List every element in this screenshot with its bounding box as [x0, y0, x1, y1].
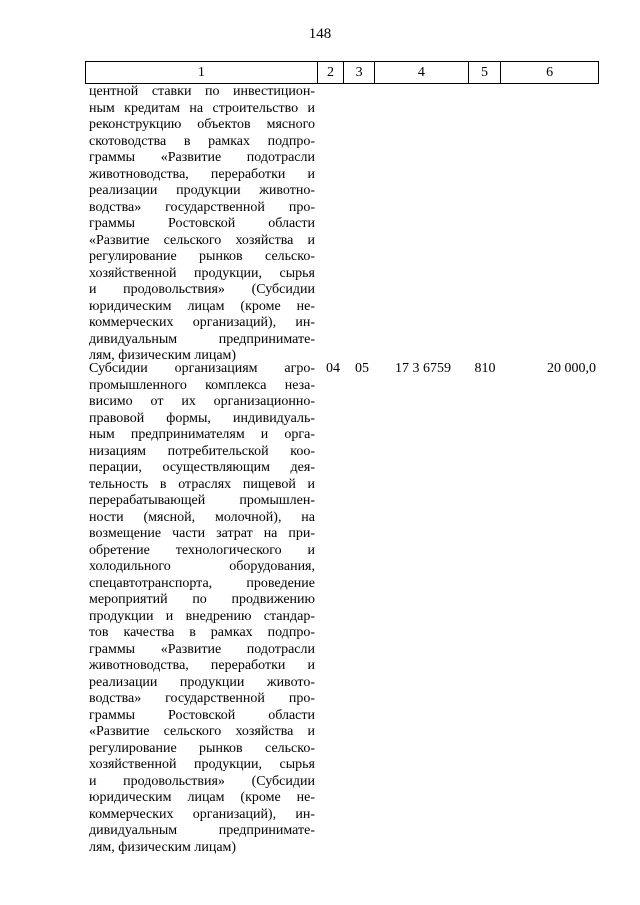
- text-line: граммы Ростовской области: [89, 707, 315, 723]
- row-2-section: 04: [326, 361, 340, 376]
- table-header: [85, 61, 599, 84]
- text-line: животноводства, переработки и: [89, 166, 315, 182]
- header-col-1: 1: [86, 62, 318, 84]
- text-line: ным кредитам на строительство и: [89, 100, 315, 116]
- text-line: животноводства, переработки и: [89, 658, 315, 673]
- text-line: юридическим лицам (кроме не-: [89, 790, 315, 805]
- text-line: «Развитие сельского хозяйства и: [89, 724, 315, 739]
- header-col-2: 2: [317, 62, 344, 84]
- text-line: лям, физическим лицам): [89, 348, 237, 363]
- page-number: 148: [308, 26, 332, 42]
- header-row: [86, 62, 599, 84]
- text-line: реализации продукции животно-: [89, 183, 315, 198]
- header-col-5: 5: [468, 62, 501, 84]
- text-line: и продовольствия» (Субсидии: [89, 282, 315, 297]
- text-line: спецавтотранспорта, проведение: [89, 575, 315, 591]
- text-line: Субсидии организациям агро-: [89, 361, 315, 376]
- text-line: правовой формы, индивидуаль-: [89, 410, 315, 426]
- text-line: низациям потребительской коо-: [89, 443, 315, 459]
- text-line: водства» государственной про-: [89, 199, 315, 215]
- text-line: возмещение части затрат на при-: [89, 526, 315, 541]
- text-line: мероприятий по продвижению: [89, 592, 315, 607]
- text-line: центной ставки по инвестицион-: [89, 84, 315, 99]
- header-col-6: 6: [501, 62, 599, 84]
- text-line: граммы Ростовской области: [89, 216, 315, 231]
- text-line: промышленного комплекса неза-: [89, 377, 315, 393]
- text-line: дивидуальным предпринимате-: [89, 331, 315, 347]
- row-2-description: [89, 361, 315, 856]
- text-line: регулирование рынков сельско-: [89, 740, 315, 756]
- text-line: ным предпринимателям и орга-: [89, 427, 315, 442]
- text-line: перерабатывающей промышлен-: [89, 493, 315, 508]
- text-line: холодильного оборудования,: [89, 559, 315, 574]
- text-line: «Развитие сельского хозяйства и: [89, 232, 315, 248]
- row-2-subsection: 05: [355, 361, 369, 376]
- header-col-4: 4: [374, 62, 468, 84]
- text-line: реконструкцию объектов мясного: [89, 117, 315, 132]
- text-line: реализации продукции живото-: [89, 674, 315, 690]
- text-line: коммерческих организаций), ин-: [89, 806, 315, 822]
- text-line: регулирование рынков сельско-: [89, 249, 315, 264]
- text-line: тов качества в рамках подпро-: [89, 625, 315, 640]
- text-line: висимо от их организационно-: [89, 394, 315, 409]
- row-1-description: [89, 84, 315, 365]
- text-line: дивидуальным предпринимате-: [89, 823, 315, 838]
- text-line: и продовольствия» (Субсидии: [89, 773, 315, 789]
- text-line: хозяйственной продукции, сырья: [89, 757, 315, 772]
- text-line: ности (мясной, молочной), на: [89, 509, 315, 525]
- text-line: продукции и внедрению стандар-: [89, 608, 315, 624]
- text-line: юридическим лицам (кроме не-: [89, 298, 315, 314]
- text-line: лям, физическим лицам): [89, 839, 237, 855]
- text-line: граммы «Развитие подотрасли: [89, 641, 315, 657]
- row-2-target-article: 17 3 6759: [395, 361, 451, 376]
- row-2-expense-type: 810: [474, 361, 496, 376]
- text-line: обретение технологического и: [89, 542, 315, 558]
- text-line: граммы «Развитие подотрасли: [89, 150, 315, 165]
- text-line: скотоводства в рамках подпро-: [89, 133, 315, 149]
- text-line: тельность в отраслях пищевой и: [89, 476, 315, 492]
- header-col-3: 3: [344, 62, 375, 84]
- text-line: коммерческих организаций), ин-: [89, 315, 315, 330]
- text-line: хозяйственной продукции, сырья: [89, 265, 315, 281]
- text-line: перации, осуществляющим дея-: [89, 460, 315, 475]
- text-line: водства» государственной про-: [89, 691, 315, 706]
- row-2-amount: 20 000,0: [547, 361, 596, 376]
